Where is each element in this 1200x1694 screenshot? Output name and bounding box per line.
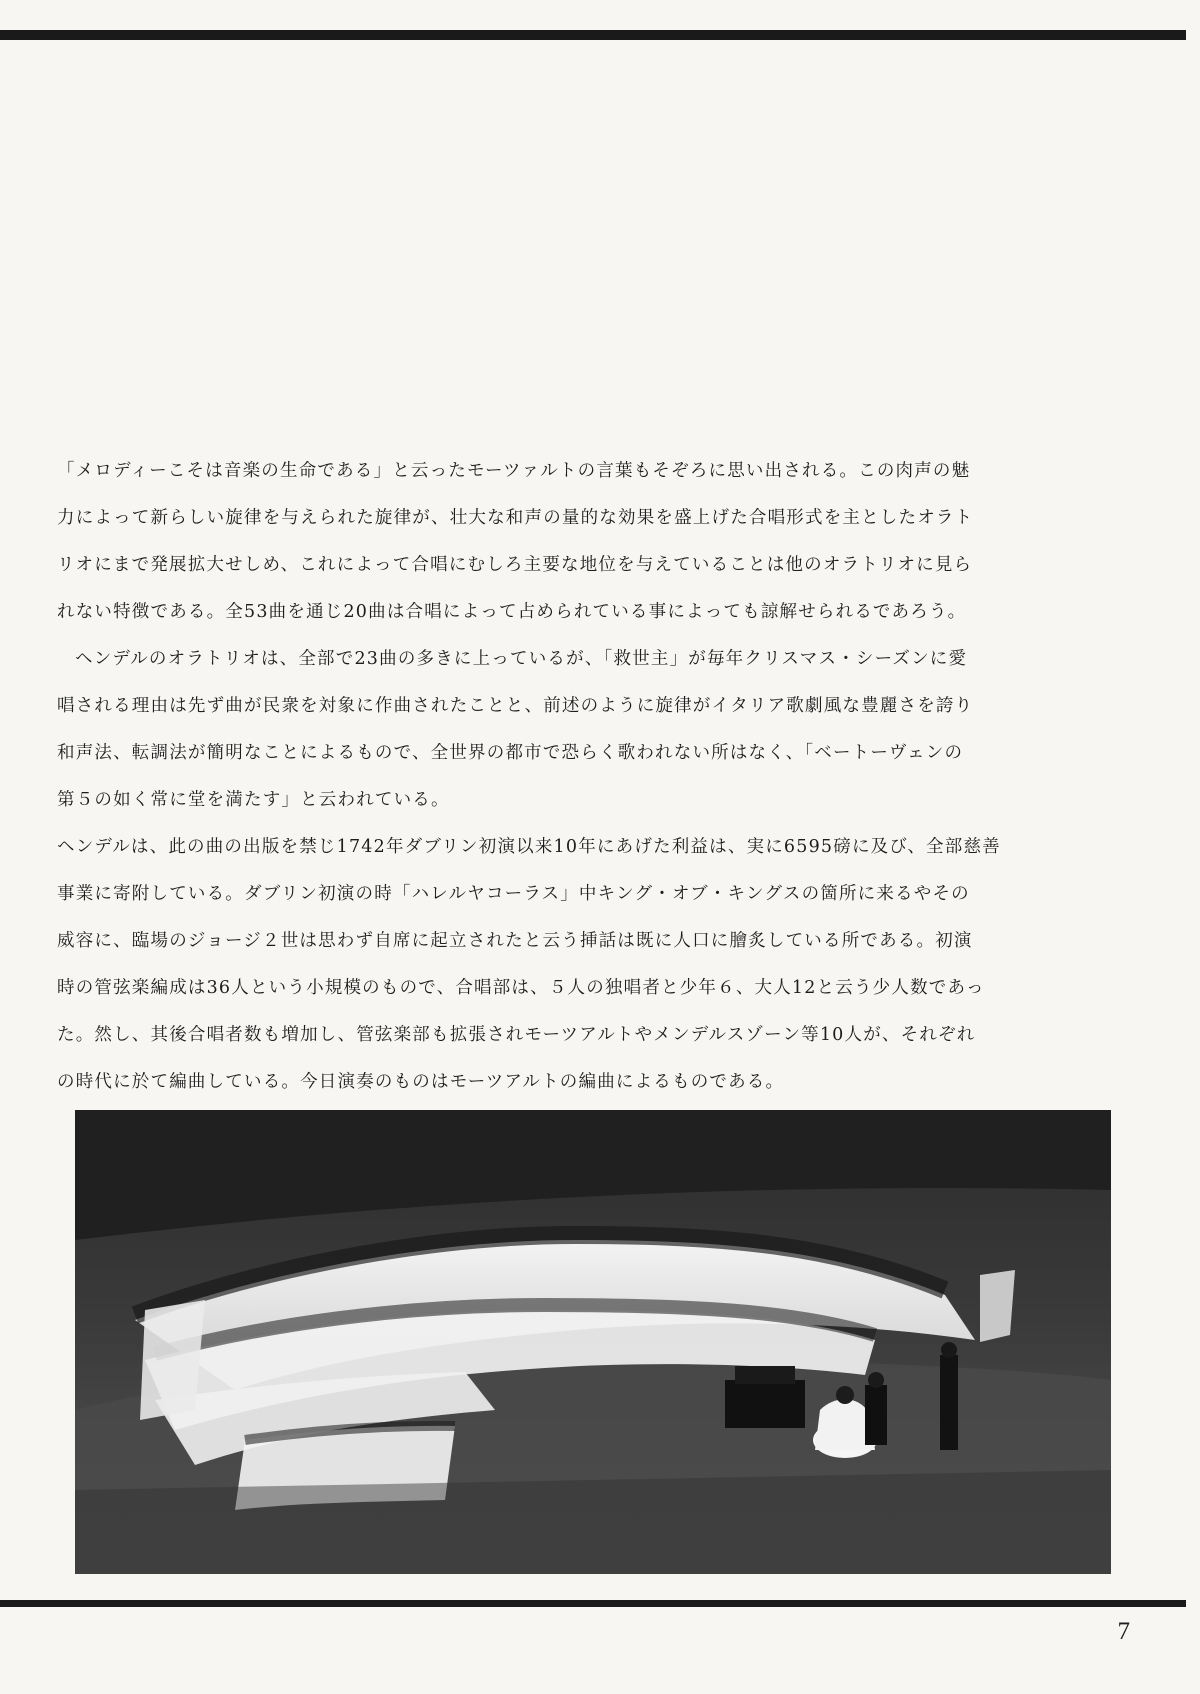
choir-photo	[75, 1110, 1111, 1574]
text-line: 威容に、臨場のジョージ２世は思わず自席に起立されたと云う挿話は既に人口に膾炙している所である。初演	[57, 931, 973, 951]
page-number: 7	[1117, 1618, 1130, 1645]
text-line: の時代に於て編曲している。今日演奏のものはモーツアルトの編曲によるものである。	[57, 1072, 785, 1092]
body-text	[57, 448, 1119, 1106]
text-line: れない特徴である。全53曲を通じ20曲は合唱によって占められている事によっても諒解せられるであろう。	[57, 602, 967, 622]
text-line: ヘンデルのオラトリオは、全部で23曲の多きに上っているが、「救世主」が毎年クリスマス・シーズンに愛	[75, 649, 968, 669]
text-line: 唱される理由は先ず曲が民衆を対象に作曲されたことと、前述のように旋律がイタリア歌劇風な豊麗さを誇り	[57, 696, 974, 716]
text-line: 第５の如く常に堂を満たす」と云われている。	[57, 790, 450, 810]
text-line: 時の管弦楽編成は36人という小規模のもので、合唱部は、５人の独唱者と少年６、大人12と云う少人数であっ	[57, 978, 985, 998]
choir-photo-art	[75, 1110, 1111, 1574]
text-line: リオにまで発展拡大せしめ、これによって合唱にむしろ主要な地位を与えていることは他のオラトリオに見ら	[57, 555, 973, 575]
text-line: 和声法、転調法が簡明なことによるもので、全世界の都市で恐らく歌われない所はなく、「ベートーヴェンの	[57, 743, 964, 763]
text-line: 事業に寄附している。ダブリン初演の時「ハレルヤコーラス」中キング・オブ・キングスの箇所に来るやその	[57, 884, 970, 904]
text-line: た。然し、其後合唱者数も増加し、管弦楽部も拡張されモーツアルトやメンデルスゾーン等10人が、それぞれ	[57, 1025, 976, 1045]
bottom-rule	[0, 1600, 1186, 1607]
text-line: ヘンデルは、此の曲の出版を禁じ1742年ダブリン初演以来10年にあげた利益は、実に6595磅に及び、全部慈善	[57, 837, 1001, 857]
text-line: 「メロディーこそは音楽の生命である」と云ったモーツァルトの言葉もそぞろに思い出される。この肉声の魅	[57, 461, 971, 481]
top-rule	[0, 30, 1186, 40]
text-line: 力によって新らしい旋律を与えられた旋律が、壮大な和声の量的な効果を盛上げた合唱形式を主としたオラト	[57, 508, 974, 528]
